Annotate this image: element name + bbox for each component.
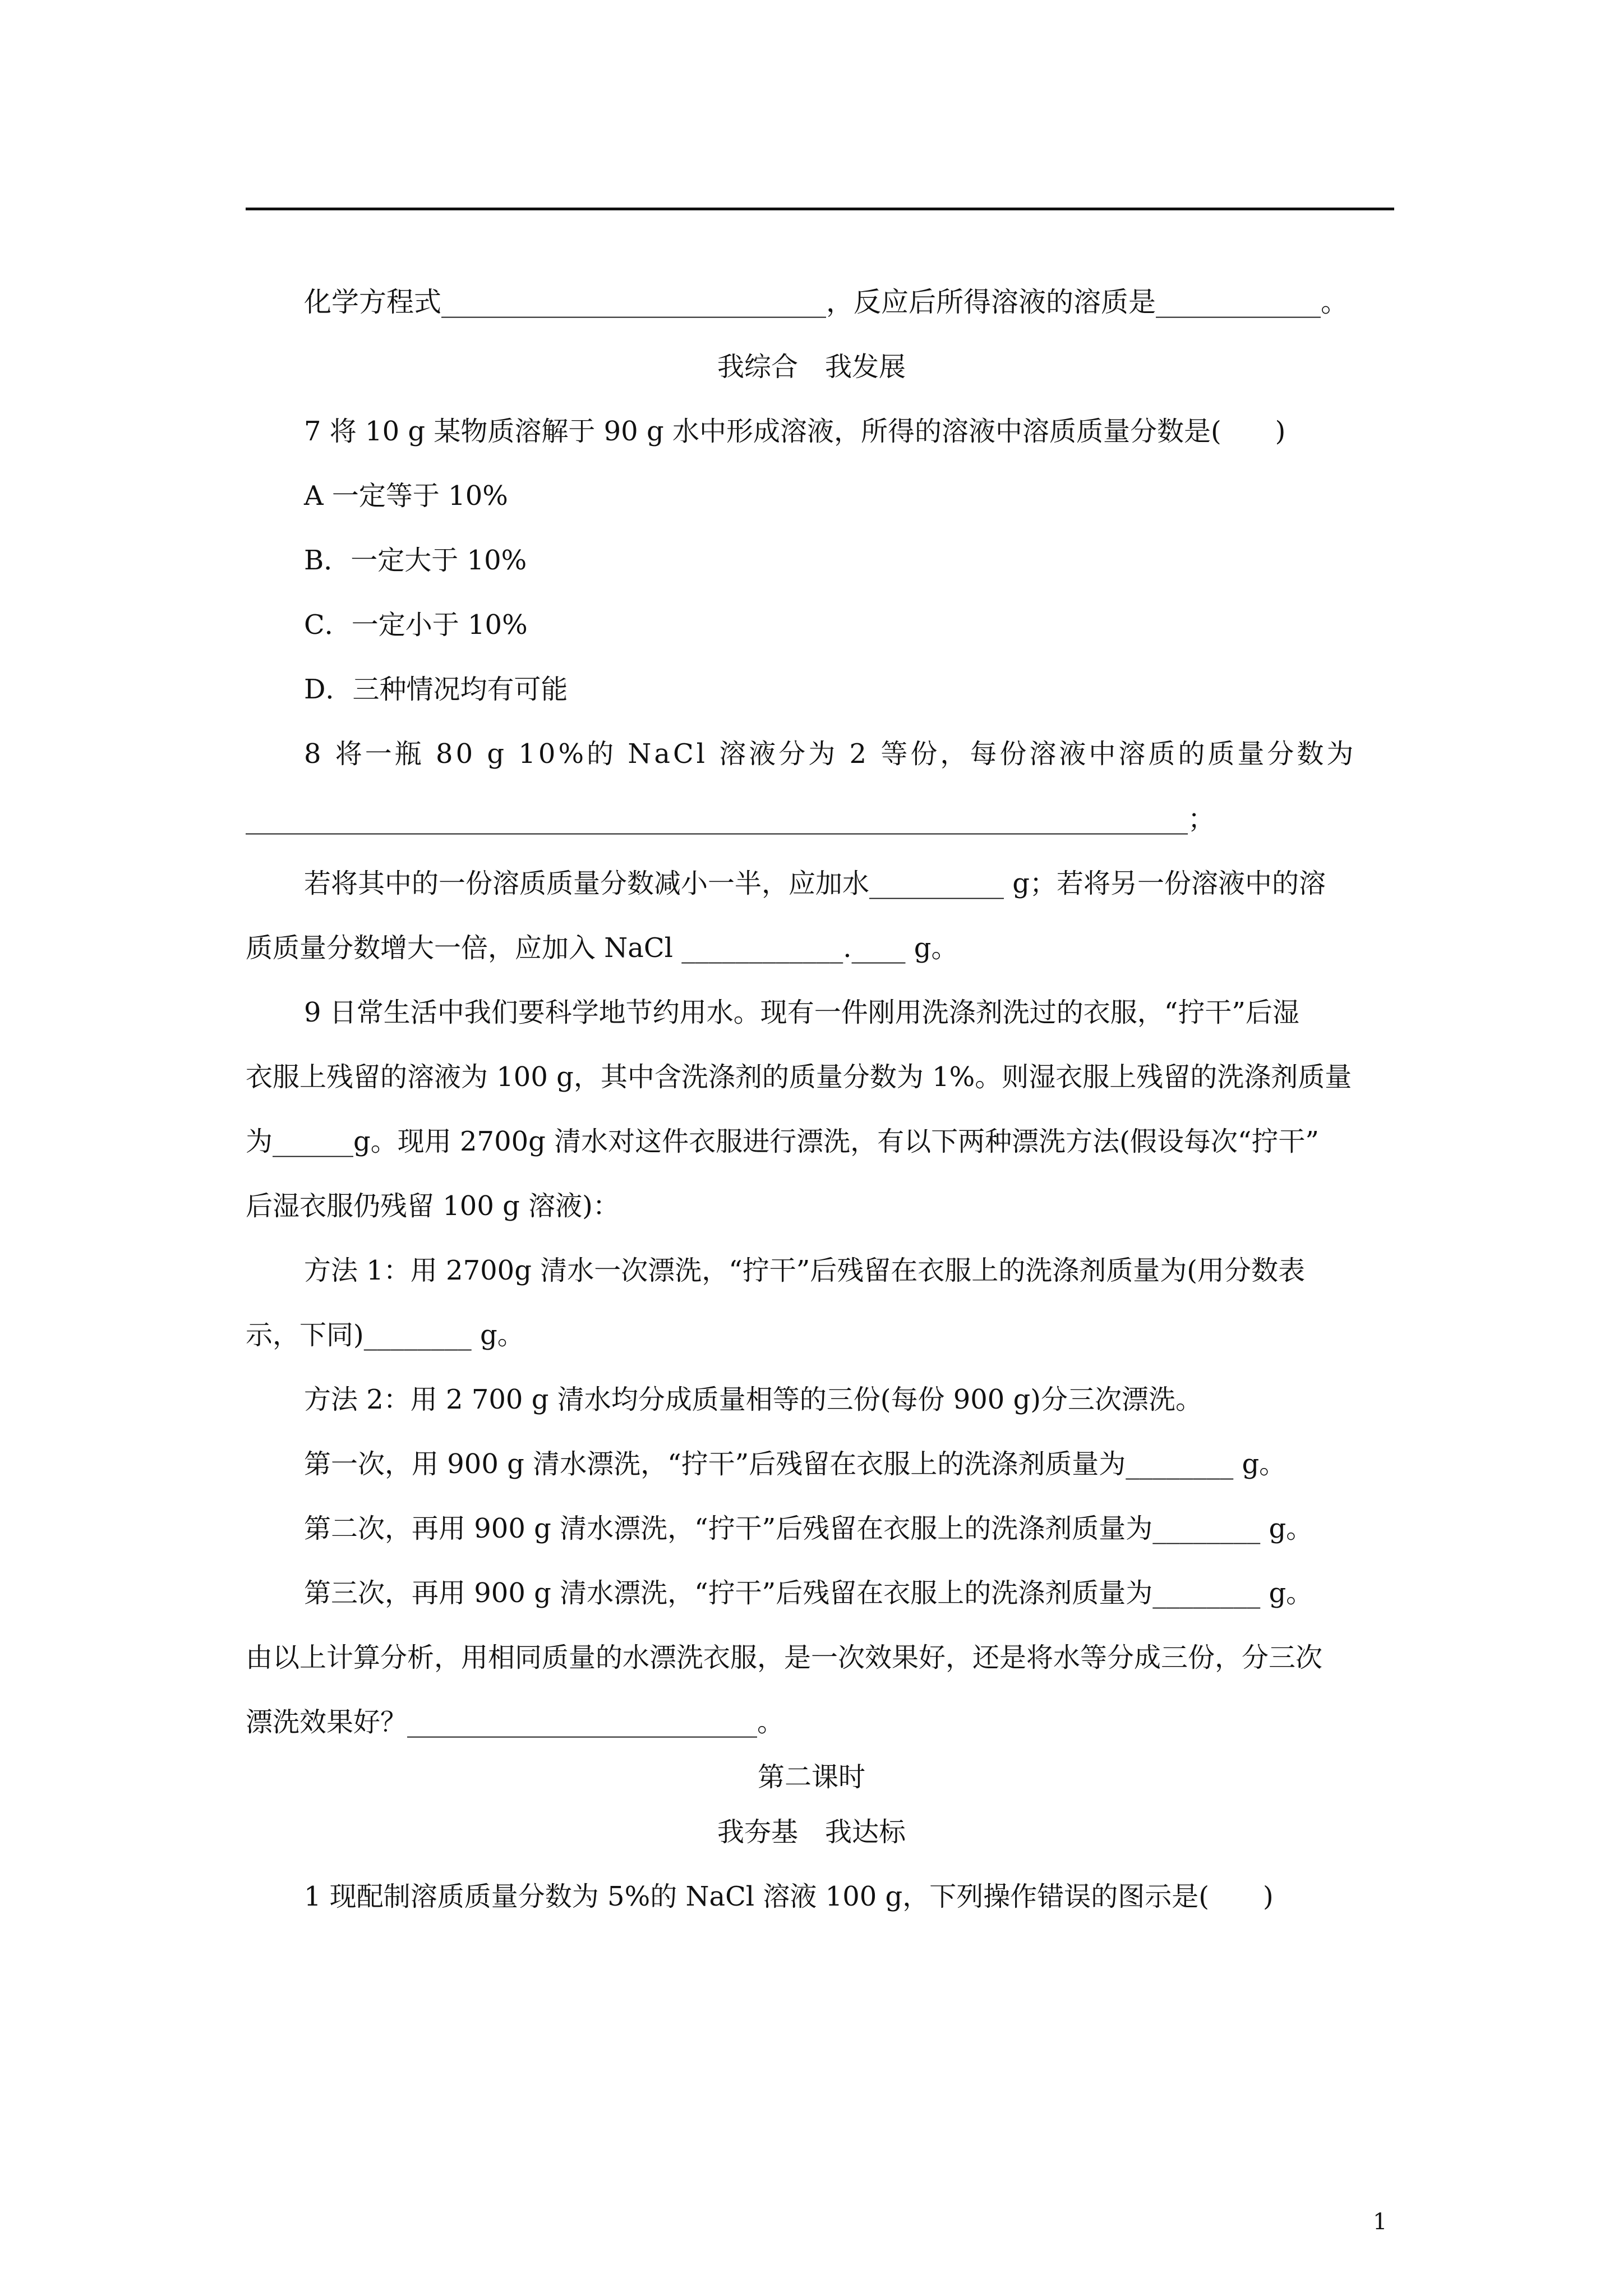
text-line: 示，下同)________ g。 [246,1319,524,1351]
text-line: 若将其中的一份溶质质量分数减小一半，应加水__________ g；若将另一份溶液中的溶 [304,868,1326,899]
text-line: 质质量分数增大一倍，应加入 NaCl ____________.____ g。 [246,932,958,964]
text-line: 化学方程式____________________________，反应后所得溶液的溶质是____________。 [304,286,1349,318]
option-a: A 一定等于 10% [304,480,508,512]
text-line: 衣服上残留的溶液为 100 g，其中含洗涤剂的质量分数为 1%。则湿衣服上残留的洗涤剂质量 [246,1061,1352,1093]
option-b: B．一定大于 10% [304,545,527,576]
rinse-step-1: 第一次，用 900 g 清水漂洗，“拧干”后残留在衣服上的洗涤剂质量为________ g。 [304,1448,1287,1480]
section-heading: 我夯基 我达标 [717,1816,906,1848]
lesson-heading: 第二课时 [757,1761,865,1793]
question-9: 9 日常生活中我们要科学地节约用水。现有一件刚用洗涤剂洗过的衣服，“拧干”后湿 [304,997,1299,1028]
text-line: 由以上计算分析，用相同质量的水漂洗衣服，是一次效果好，还是将水等分成三份，分三次 [246,1642,1323,1673]
text-line: 为______g。现用 2700g 清水对这件衣服进行漂洗，有以下两种漂洗方法(假设每次“拧干” [246,1126,1319,1157]
text-line: 漂洗效果好？__________________________。 [246,1706,785,1738]
page-number: 1 [1373,2209,1387,2235]
option-c: C．一定小于 10% [304,609,528,641]
question-8: 8 将一瓶 80 g 10%的 NaCl 溶液分为 2 等份，每份溶液中溶质的质量分数为 [304,738,1357,770]
option-d: D．三种情况均有可能 [304,674,568,705]
text-line: 后湿衣服仍残留 100 g 溶液)： [246,1190,620,1222]
rinse-step-3: 第三次，再用 900 g 清水漂洗，“拧干”后残留在衣服上的洗涤剂质量为________ g。 [304,1577,1313,1609]
question-7: 7 将 10 g 某物质溶解于 90 g 水中形成溶液，所得的溶液中溶质质量分数是( ) [304,416,1286,447]
rinse-step-2: 第二次，再用 900 g 清水漂洗，“拧干”后残留在衣服上的洗涤剂质量为________ g。 [304,1513,1313,1544]
answer-blank-line: ______________________________________________________________________； [246,803,1215,835]
section-heading: 我综合 我发展 [717,351,906,383]
header-rule [246,208,1394,210]
method-2: 方法 2：用 2 700 g 清水均分成质量相等的三份(每份 900 g)分三次漂洗。 [304,1384,1203,1415]
method-1: 方法 1：用 2700g 清水一次漂洗，“拧干”后残留在衣服上的洗涤剂质量为(用分数表 [304,1255,1306,1286]
question-1: 1 现配制溶质质量分数为 5%的 NaCl 溶液 100 g，下列操作错误的图示是( ) [304,1881,1274,1912]
